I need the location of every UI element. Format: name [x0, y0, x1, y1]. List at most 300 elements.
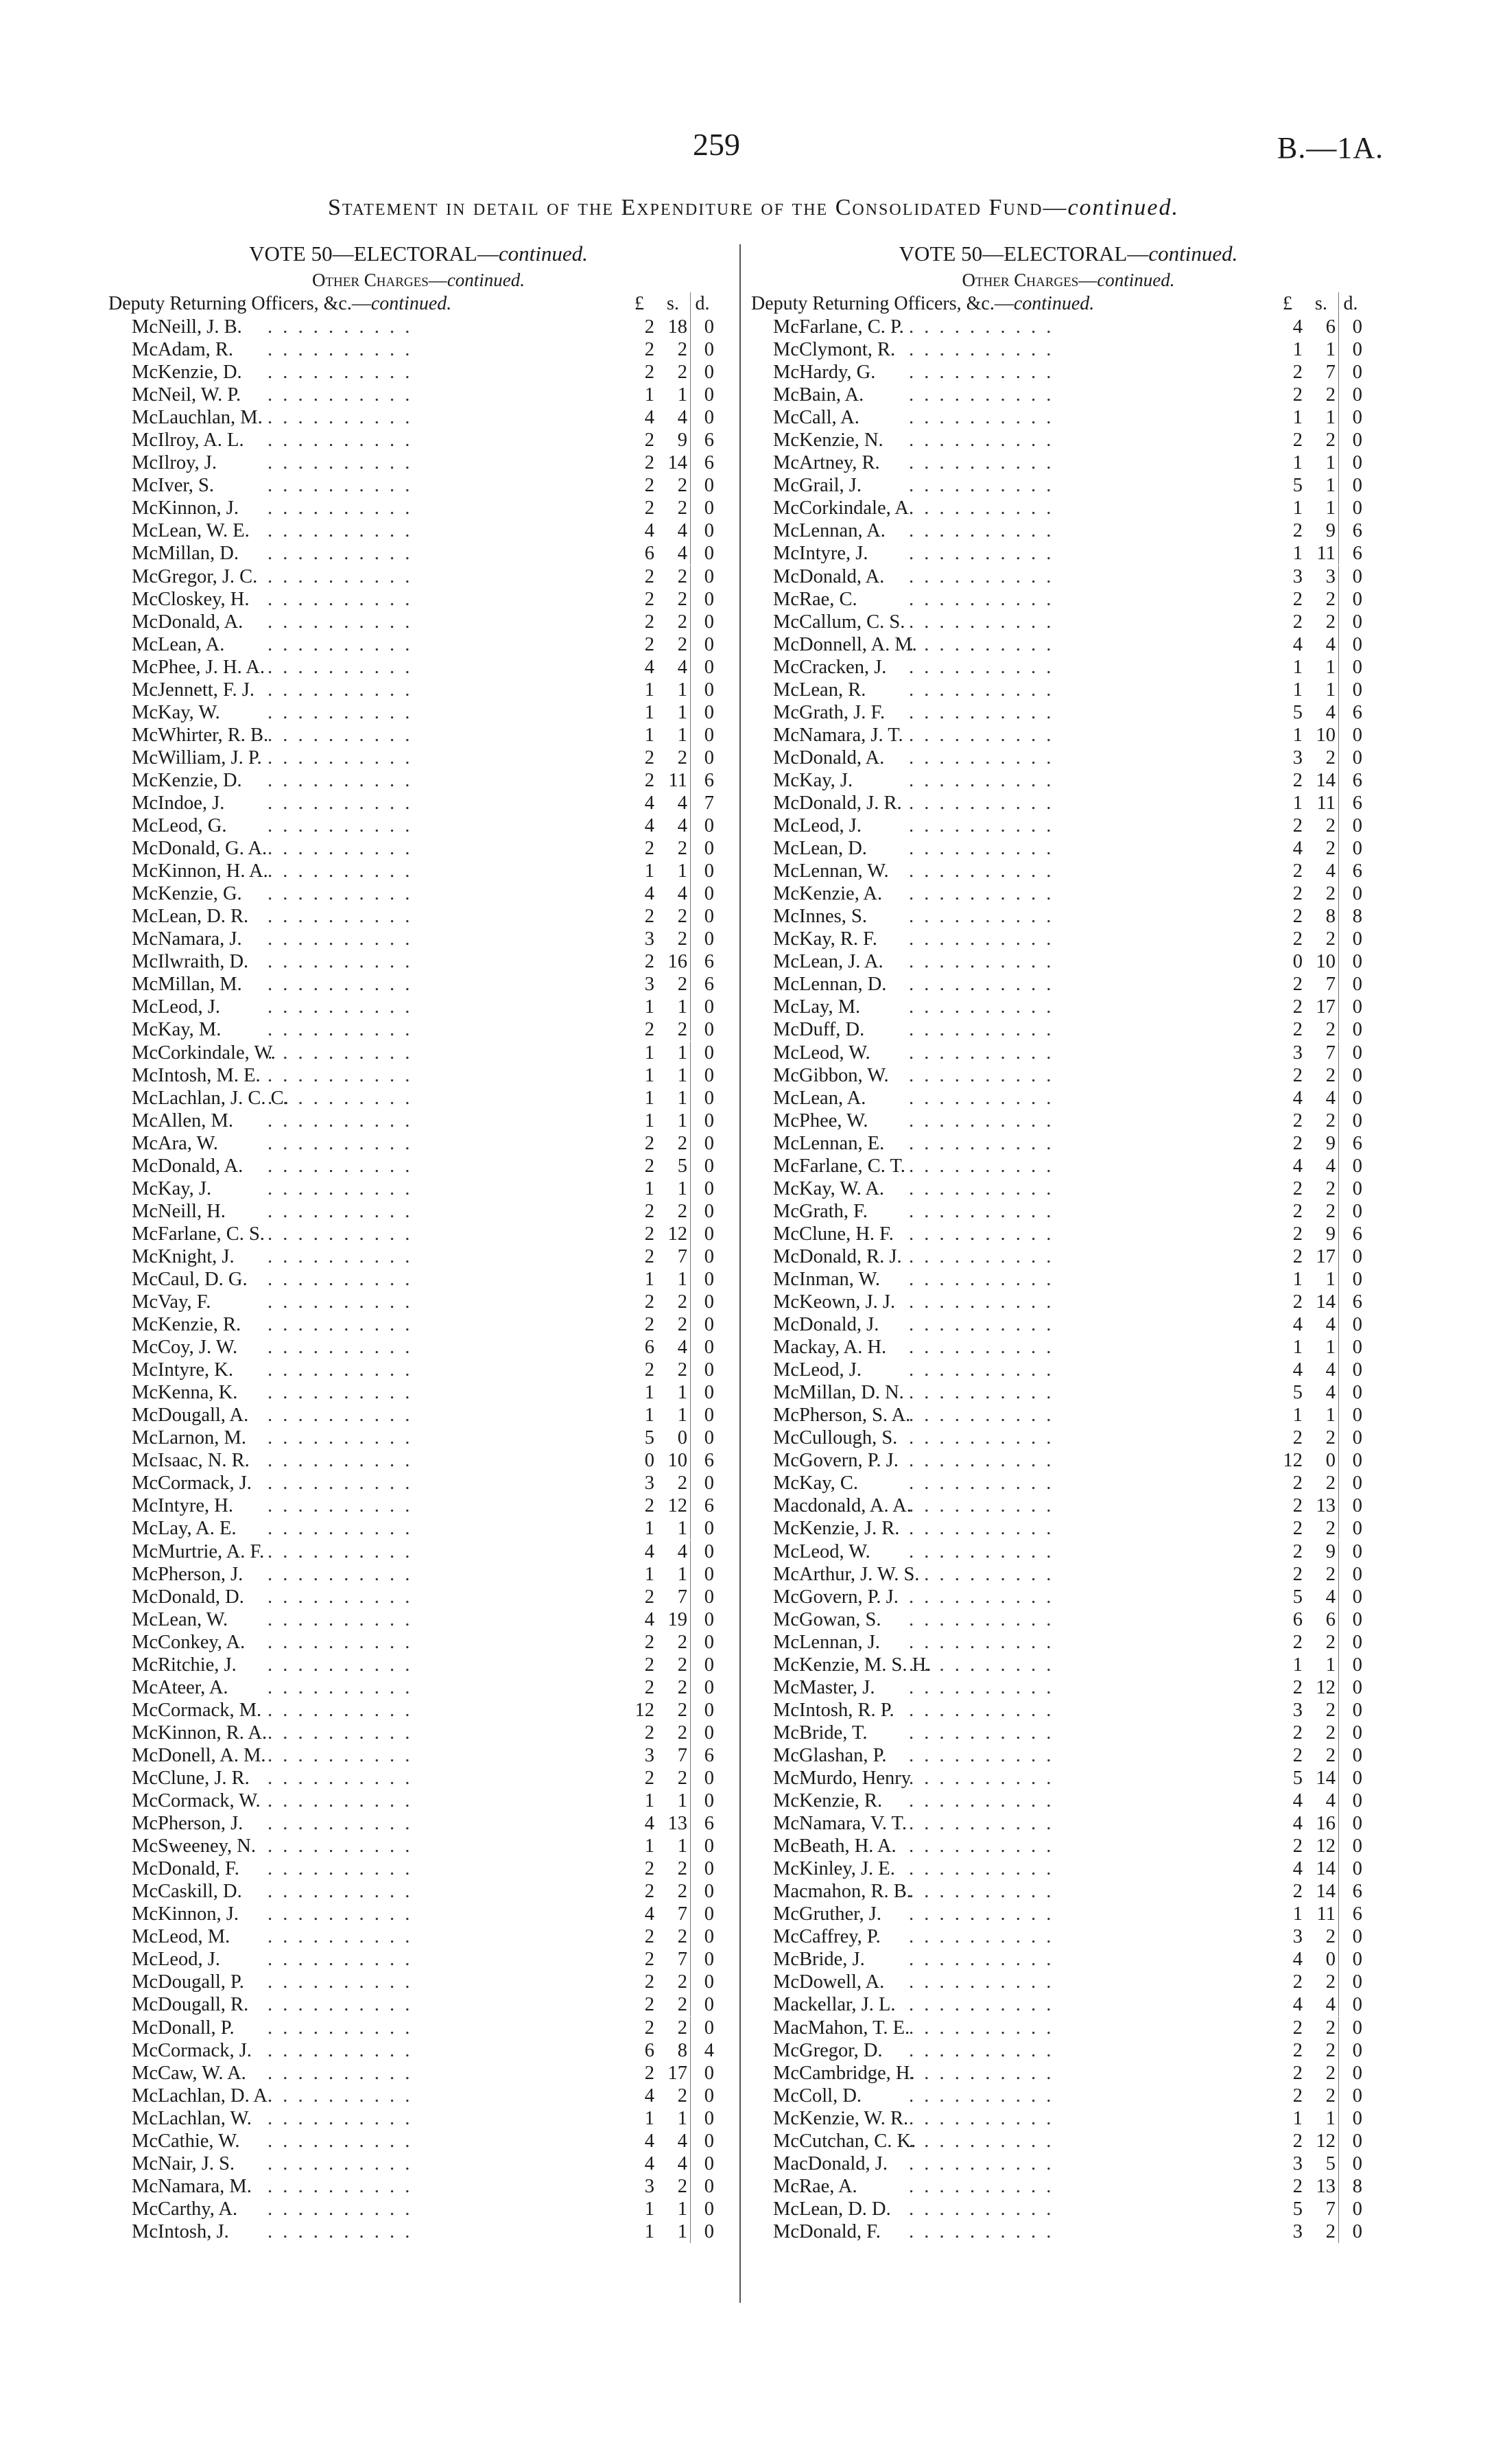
- amount-pence: 0: [1338, 1608, 1362, 1631]
- payee-name: McIntosh, R. P.: [773, 1699, 894, 1721]
- leader-dots: . . . . . . . . . .: [909, 1268, 1054, 1290]
- leader-dots: . . . . . . . . . .: [268, 1019, 413, 1041]
- leader-dots: . . . . . . . . . .: [909, 1608, 1054, 1630]
- amount-pence: 0: [1338, 565, 1362, 588]
- leader-dots: . . . . . . . . . .: [268, 1563, 413, 1585]
- amount-shillings: 4: [677, 520, 687, 542]
- leader-dots: . . . . . . . . . .: [268, 452, 413, 474]
- amount-pence: 0: [690, 2107, 714, 2130]
- payee-name: McIlroy, A. L.: [132, 430, 244, 451]
- leader-dots: . . . . . . . . . .: [909, 1994, 1054, 2016]
- amount-shillings: 2: [1325, 838, 1336, 860]
- amount-pence: 0: [1338, 451, 1362, 474]
- charges-heading-text: Other Charges—: [962, 270, 1097, 290]
- amount-pounds: 2: [644, 1495, 654, 1517]
- payee-name: McNeill, H.: [132, 1200, 226, 1222]
- amount-shillings: 4: [677, 883, 687, 905]
- payee-name: McCambridge, H.: [773, 2062, 915, 2084]
- amount-pounds: 2: [644, 316, 654, 338]
- payee-name: McMillan, D.: [132, 543, 239, 565]
- payee-name: Mackellar, J. L.: [773, 1994, 896, 2016]
- table-row: [110, 1925, 727, 1948]
- amount-shillings: 1: [677, 2107, 687, 2129]
- payee-name: McAra, W.: [132, 1132, 218, 1154]
- amount-pence: 0: [1338, 1948, 1362, 1971]
- left-column: [110, 240, 727, 2243]
- amount-pence: 0: [1338, 950, 1362, 973]
- right-column: [751, 240, 1386, 2243]
- amount-pounds: 2: [1292, 860, 1303, 882]
- amount-pounds: 2: [644, 362, 654, 384]
- amount-shillings: 4: [677, 656, 687, 678]
- amount-pence: 0: [690, 1177, 714, 1200]
- leader-dots: . . . . . . . . . .: [909, 2085, 1054, 2107]
- amount-pounds: 2: [1292, 362, 1303, 384]
- amount-shillings: 2: [1325, 1110, 1336, 1131]
- amount-shillings: 2: [1325, 1563, 1336, 1585]
- amount-shillings: 10: [1316, 951, 1336, 973]
- amount-pence: 0: [690, 316, 714, 338]
- amount-pence: 0: [690, 1223, 714, 1245]
- payee-name: McGlashan, P.: [773, 1744, 887, 1766]
- payee-name: MacDonald, J.: [773, 2152, 888, 2174]
- leader-dots: . . . . . . . . . .: [909, 1654, 1054, 1676]
- amount-pounds: 12: [1283, 1450, 1303, 1472]
- amount-shillings: 2: [677, 974, 687, 996]
- payee-name: McDowell, A.: [773, 1971, 885, 1993]
- leader-dots: . . . . . . . . . .: [268, 928, 413, 950]
- leader-dots: . . . . . . . . . .: [909, 1540, 1054, 1562]
- statement-title: [0, 195, 1507, 221]
- leader-dots: . . . . . . . . . .: [268, 1699, 413, 1721]
- amount-pence: 0: [1338, 1744, 1362, 1767]
- table-row: [751, 1540, 1386, 1563]
- table-row: [751, 860, 1386, 882]
- amount-pence: 4: [690, 2039, 714, 2062]
- payee-name: McCormack, M.: [132, 1699, 262, 1721]
- amount-pounds: 2: [644, 339, 654, 361]
- amount-pounds: 0: [1292, 951, 1303, 973]
- amount-pounds: 3: [1292, 1042, 1303, 1064]
- amount-pence: 0: [690, 656, 714, 679]
- payee-name: McKeown, J. J.: [773, 1291, 896, 1313]
- amount-pounds: 2: [1292, 1631, 1303, 1653]
- leader-dots: . . . . . . . . . .: [909, 588, 1054, 610]
- amount-pounds: 2: [1292, 883, 1303, 905]
- payee-name: McCaffrey, P.: [773, 1926, 881, 1948]
- table-row: [751, 1042, 1386, 1064]
- leader-dots: . . . . . . . . . .: [909, 1518, 1054, 1540]
- amount-pence: 0: [690, 1631, 714, 1654]
- payee-name: McLeod, J.: [773, 815, 862, 837]
- amount-pounds: 2: [644, 1949, 654, 1971]
- amount-pence: 0: [1338, 1586, 1362, 1608]
- leader-dots: . . . . . . . . . .: [268, 1835, 413, 1857]
- amount-pounds: 1: [1292, 407, 1303, 429]
- leader-dots: . . . . . . . . . .: [268, 1382, 413, 1404]
- payee-name: McDonald, A.: [773, 565, 885, 587]
- leader-dots: . . . . . . . . . .: [268, 1518, 413, 1540]
- payee-name: McKinnon, J.: [132, 1903, 239, 1925]
- amount-pounds: 2: [1292, 815, 1303, 837]
- payee-name: McLarnon, M.: [132, 1427, 247, 1449]
- amount-pence: 0: [690, 1586, 714, 1608]
- amount-shillings: 2: [1325, 1699, 1336, 1721]
- amount-pence: 0: [1338, 2085, 1362, 2107]
- amount-shillings: 2: [677, 565, 687, 587]
- payee-name: McAteer, A.: [132, 1676, 228, 1698]
- payee-name: McKay, M.: [132, 1019, 222, 1041]
- amount-pence: 0: [1338, 1087, 1362, 1110]
- leader-dots: . . . . . . . . . .: [909, 792, 1054, 814]
- amount-pence: 0: [1338, 611, 1362, 633]
- amount-pounds: 4: [1292, 1087, 1303, 1109]
- amount-pence: 6: [690, 1744, 714, 1767]
- amount-pounds: 5: [1292, 1586, 1303, 1608]
- amount-pence: 0: [690, 1018, 714, 1041]
- leader-dots: . . . . . . . . . .: [268, 1813, 413, 1835]
- leader-dots: . . . . . . . . . .: [909, 384, 1054, 406]
- amount-shillings: 14: [1316, 1858, 1336, 1880]
- amount-pence: 0: [1338, 1971, 1362, 1993]
- amount-shillings: 17: [1316, 1245, 1336, 1267]
- payee-name: McRae, C.: [773, 588, 857, 610]
- table-row: [110, 1449, 727, 1472]
- amount-pounds: 1: [644, 2198, 654, 2220]
- payee-name: McPherson, J.: [132, 1813, 244, 1835]
- amount-shillings: 11: [1316, 1903, 1336, 1925]
- amount-pounds: 2: [1292, 1540, 1303, 1562]
- table-row: [110, 1631, 727, 1654]
- amount-pence: 0: [1338, 1835, 1362, 1857]
- amount-pounds: 2: [644, 951, 654, 973]
- amount-pounds: 2: [1292, 928, 1303, 950]
- vote-heading: [751, 240, 1386, 268]
- payee-name: McIntyre, H.: [132, 1495, 233, 1517]
- payee-name: McIntosh, J.: [132, 2220, 229, 2242]
- amount-shillings: 2: [677, 1132, 687, 1154]
- amount-shillings: 2: [1325, 1744, 1336, 1766]
- amount-shillings: 2: [1325, 1200, 1336, 1222]
- table-row: [751, 1857, 1386, 1880]
- table-row: [110, 724, 727, 747]
- amount-shillings: 2: [1325, 1631, 1336, 1653]
- amount-pence: 0: [1338, 1722, 1362, 1744]
- table-row: [751, 1404, 1386, 1427]
- payee-name: McCallum, C. S.: [773, 611, 905, 633]
- amount-shillings: 2: [1325, 1064, 1336, 1086]
- leader-dots: . . . . . . . . . .: [909, 1427, 1054, 1449]
- amount-pence: 0: [1338, 1449, 1362, 1472]
- leader-dots: . . . . . . . . . .: [268, 384, 413, 406]
- amount-pounds: 1: [644, 384, 654, 406]
- leader-dots: . . . . . . . . . .: [268, 1245, 413, 1267]
- leader-dots: . . . . . . . . . .: [268, 792, 413, 814]
- amount-shillings: 2: [677, 2085, 687, 2107]
- amount-shillings: 1: [677, 384, 687, 406]
- table-row: [110, 2198, 727, 2220]
- amount-pounds: 4: [644, 792, 654, 814]
- amount-pence: 0: [690, 1971, 714, 1993]
- amount-pounds: 2: [644, 1200, 654, 1222]
- payee-name: Macdonald, A. A.: [773, 1495, 912, 1517]
- amount-pounds: 2: [1292, 974, 1303, 996]
- leader-dots: . . . . . . . . . .: [268, 543, 413, 565]
- amount-shillings: 1: [677, 1042, 687, 1064]
- amount-pence: 0: [690, 679, 714, 701]
- payee-name: McCorkindale, W.: [132, 1042, 276, 1064]
- table-row: [751, 2039, 1386, 2062]
- payee-name: McLennan, D.: [773, 974, 887, 996]
- amount-pounds: 1: [644, 2107, 654, 2129]
- leader-dots: . . . . . . . . . .: [909, 747, 1054, 768]
- payee-name: McBride, J.: [773, 1949, 865, 1971]
- table-row: [751, 565, 1386, 588]
- amount-pounds: 1: [644, 2220, 654, 2242]
- payee-name: McInman, W.: [773, 1268, 880, 1290]
- payee-name: McIntosh, M. E.: [132, 1064, 261, 1086]
- amount-shillings: 13: [1316, 1495, 1336, 1517]
- payee-name: McCall, A.: [773, 407, 859, 429]
- leader-dots: . . . . . . . . . .: [909, 679, 1054, 701]
- leader-dots: . . . . . . . . . .: [909, 906, 1054, 928]
- payee-name: McLeod, J.: [773, 1359, 862, 1381]
- amount-pence: 0: [690, 1313, 714, 1336]
- payee-name: McCormack, J.: [132, 1472, 252, 1494]
- amount-shillings: 2: [677, 339, 687, 361]
- amount-pence: 0: [1338, 1381, 1362, 1404]
- amount-pounds: 4: [644, 1903, 654, 1925]
- table-row: [110, 1200, 727, 1223]
- leader-dots: . . . . . . . . . .: [268, 2152, 413, 2174]
- payee-name: McDonald, D.: [132, 1586, 244, 1608]
- payee-name: McGregor, J. C.: [132, 565, 258, 587]
- leader-dots: . . . . . . . . . .: [268, 1132, 413, 1154]
- leader-dots: . . . . . . . . . .: [268, 815, 413, 837]
- table-row: [110, 1064, 727, 1087]
- table-row: [751, 792, 1386, 814]
- leader-dots: . . . . . . . . . .: [268, 769, 413, 791]
- amount-pence: 0: [1338, 973, 1362, 996]
- amount-pounds: 1: [644, 1790, 654, 1812]
- amount-pounds: 2: [644, 1359, 654, 1381]
- amount-pounds: 4: [1292, 1314, 1303, 1336]
- amount-shillings: 2: [1325, 1472, 1336, 1494]
- table-row: [110, 1336, 727, 1359]
- payee-name: McDonald, A.: [773, 747, 885, 768]
- leader-dots: . . . . . . . . . .: [268, 951, 413, 973]
- table-row: [110, 996, 727, 1018]
- amount-shillings: 13: [1316, 2175, 1336, 2197]
- amount-shillings: 1: [677, 724, 687, 746]
- amount-pounds: 2: [1292, 1722, 1303, 1744]
- amount-pounds: 2: [644, 1994, 654, 2016]
- payee-name: McDonald, A.: [132, 611, 244, 633]
- amount-shillings: 1: [1325, 679, 1336, 701]
- amount-shillings: 1: [677, 1790, 687, 1812]
- amount-shillings: 2: [1325, 1722, 1336, 1744]
- amount-pence: 0: [1338, 1155, 1362, 1177]
- leader-dots: . . . . . . . . . .: [268, 1110, 413, 1131]
- leader-dots: . . . . . . . . . .: [268, 2085, 413, 2107]
- amount-shillings: 2: [677, 1676, 687, 1698]
- table-row: [110, 338, 727, 361]
- leader-dots: . . . . . . . . . .: [268, 1472, 413, 1494]
- payee-name: McPherson, J.: [132, 1563, 244, 1585]
- leader-dots: . . . . . . . . . .: [909, 1245, 1054, 1267]
- amount-shillings: 2: [677, 1631, 687, 1653]
- amount-pence: 6: [1338, 1880, 1362, 1903]
- amount-shillings: 2: [1325, 384, 1336, 406]
- table-row: [751, 1313, 1386, 1336]
- amount-shillings: 2: [677, 1926, 687, 1948]
- amount-pounds: 4: [1292, 316, 1303, 338]
- page-number: 259: [693, 127, 740, 162]
- amount-shillings: 1: [677, 1835, 687, 1857]
- amount-pence: 6: [1338, 1223, 1362, 1245]
- amount-pounds: 1: [644, 1110, 654, 1131]
- pounds-header: £: [1283, 293, 1292, 314]
- table-row: [110, 1767, 727, 1790]
- amount-shillings: 2: [1325, 928, 1336, 950]
- amount-pounds: 2: [1292, 1881, 1303, 1903]
- amount-pence: 0: [690, 882, 714, 905]
- amount-shillings: 2: [677, 1314, 687, 1336]
- amount-pounds: 1: [644, 1563, 654, 1585]
- amount-shillings: 2: [677, 1858, 687, 1880]
- leader-dots: . . . . . . . . . .: [268, 1087, 413, 1109]
- payee-name: McRitchie, J.: [132, 1654, 237, 1676]
- table-row: [751, 1245, 1386, 1268]
- amount-shillings: 4: [677, 543, 687, 565]
- amount-pounds: 4: [644, 2085, 654, 2107]
- payee-name: McKay, J.: [773, 769, 853, 791]
- amount-shillings: 12: [1316, 2130, 1336, 2152]
- table-row: [110, 611, 727, 633]
- table-row: [751, 338, 1386, 361]
- amount-shillings: 14: [667, 452, 687, 474]
- amount-pence: 0: [1338, 429, 1362, 451]
- table-row: [110, 1903, 727, 1925]
- amount-pence: 6: [690, 1449, 714, 1472]
- leader-dots: . . . . . . . . . .: [909, 1472, 1054, 1494]
- amount-shillings: 2: [1325, 611, 1336, 633]
- payee-name: McArthur, J. W. S.: [773, 1563, 920, 1585]
- amount-pounds: 2: [644, 497, 654, 519]
- leader-dots: . . . . . . . . . .: [909, 1382, 1054, 1404]
- amount-pounds: 2: [1292, 1177, 1303, 1199]
- amount-pence: 0: [690, 724, 714, 747]
- amount-pence: 6: [690, 451, 714, 474]
- amount-pounds: 1: [644, 1835, 654, 1857]
- table-row: [751, 973, 1386, 996]
- column-header: [751, 292, 1386, 316]
- payee-name: McPhee, W.: [773, 1110, 868, 1131]
- payee-name: McNair, J. S.: [132, 2152, 235, 2174]
- leader-dots: . . . . . . . . . .: [268, 747, 413, 768]
- payee-name: McIndoe, J.: [132, 792, 225, 814]
- table-row: [751, 950, 1386, 973]
- leader-dots: . . . . . . . . . .: [268, 2039, 413, 2061]
- payee-name: McKenzie, A.: [773, 883, 883, 905]
- amount-shillings: 2: [677, 1722, 687, 1744]
- leader-dots: . . . . . . . . . .: [909, 339, 1054, 361]
- payee-name: McNeill, J. B.: [132, 316, 242, 338]
- amount-shillings: 1: [1325, 407, 1336, 429]
- leader-dots: . . . . . . . . . .: [909, 1200, 1054, 1222]
- amount-pounds: 1: [644, 996, 654, 1018]
- leader-dots: . . . . . . . . . .: [268, 1540, 413, 1562]
- amount-shillings: 5: [677, 1155, 687, 1177]
- amount-shillings: 4: [677, 2152, 687, 2174]
- amount-pence: 0: [690, 1404, 714, 1427]
- amount-pence: 0: [690, 1790, 714, 1812]
- amount-pounds: 2: [644, 769, 654, 791]
- table-row: [110, 519, 727, 542]
- table-row: [751, 1835, 1386, 1857]
- leader-dots: . . . . . . . . . .: [268, 1314, 413, 1336]
- expenditure-list: [751, 316, 1386, 2243]
- leader-dots: . . . . . . . . . .: [268, 1155, 413, 1177]
- payee-name: McHardy, G.: [773, 362, 876, 384]
- amount-pence: 0: [1338, 1631, 1362, 1654]
- amount-pounds: 3: [1292, 2152, 1303, 2174]
- table-row: [751, 1155, 1386, 1177]
- amount-pence: 6: [1338, 701, 1362, 724]
- amount-shillings: 4: [1325, 1155, 1336, 1177]
- shillings-header: s.: [1315, 293, 1327, 314]
- table-row: [751, 1223, 1386, 1245]
- leader-dots: . . . . . . . . . .: [268, 1223, 413, 1245]
- amount-pence: 6: [690, 1812, 714, 1835]
- payee-name: McLean, R.: [773, 679, 866, 701]
- leader-dots: . . . . . . . . . .: [268, 1427, 413, 1449]
- amount-pence: 6: [1338, 542, 1362, 565]
- table-row: [751, 724, 1386, 747]
- amount-shillings: 14: [1316, 1881, 1336, 1903]
- payee-name: McPherson, S. A.: [773, 1405, 911, 1427]
- amount-pounds: 2: [644, 475, 654, 497]
- amount-shillings: 8: [677, 2039, 687, 2061]
- leader-dots: . . . . . . . . . .: [909, 362, 1054, 384]
- amount-pounds: 2: [644, 1722, 654, 1744]
- table-row: [751, 2017, 1386, 2039]
- amount-pence: 0: [690, 1381, 714, 1404]
- payee-name: McKay, W.: [132, 701, 220, 723]
- amount-shillings: 1: [1325, 2107, 1336, 2129]
- payee-name: McIlroy, J.: [132, 452, 217, 474]
- amount-shillings: 2: [677, 1654, 687, 1676]
- amount-pounds: 2: [1292, 611, 1303, 633]
- amount-shillings: 9: [1325, 520, 1336, 542]
- amount-pounds: 3: [1292, 1926, 1303, 1948]
- payee-name: McDonell, A. M.: [132, 1744, 266, 1766]
- amount-shillings: 16: [667, 951, 687, 973]
- amount-shillings: 9: [1325, 1223, 1336, 1245]
- table-row: [110, 1427, 727, 1449]
- leader-dots: . . . . . . . . . .: [268, 1631, 413, 1653]
- amount-shillings: 12: [1316, 1676, 1336, 1698]
- leader-dots: . . . . . . . . . .: [268, 339, 413, 361]
- payee-name: McInnes, S.: [773, 906, 867, 928]
- amount-pence: 0: [1338, 1110, 1362, 1132]
- table-row: [110, 1359, 727, 1381]
- charges-heading: [751, 268, 1386, 292]
- table-row: [110, 1880, 727, 1903]
- leader-dots: . . . . . . . . . .: [268, 838, 413, 860]
- table-row: [751, 1993, 1386, 2016]
- amount-pence: 0: [690, 1200, 714, 1223]
